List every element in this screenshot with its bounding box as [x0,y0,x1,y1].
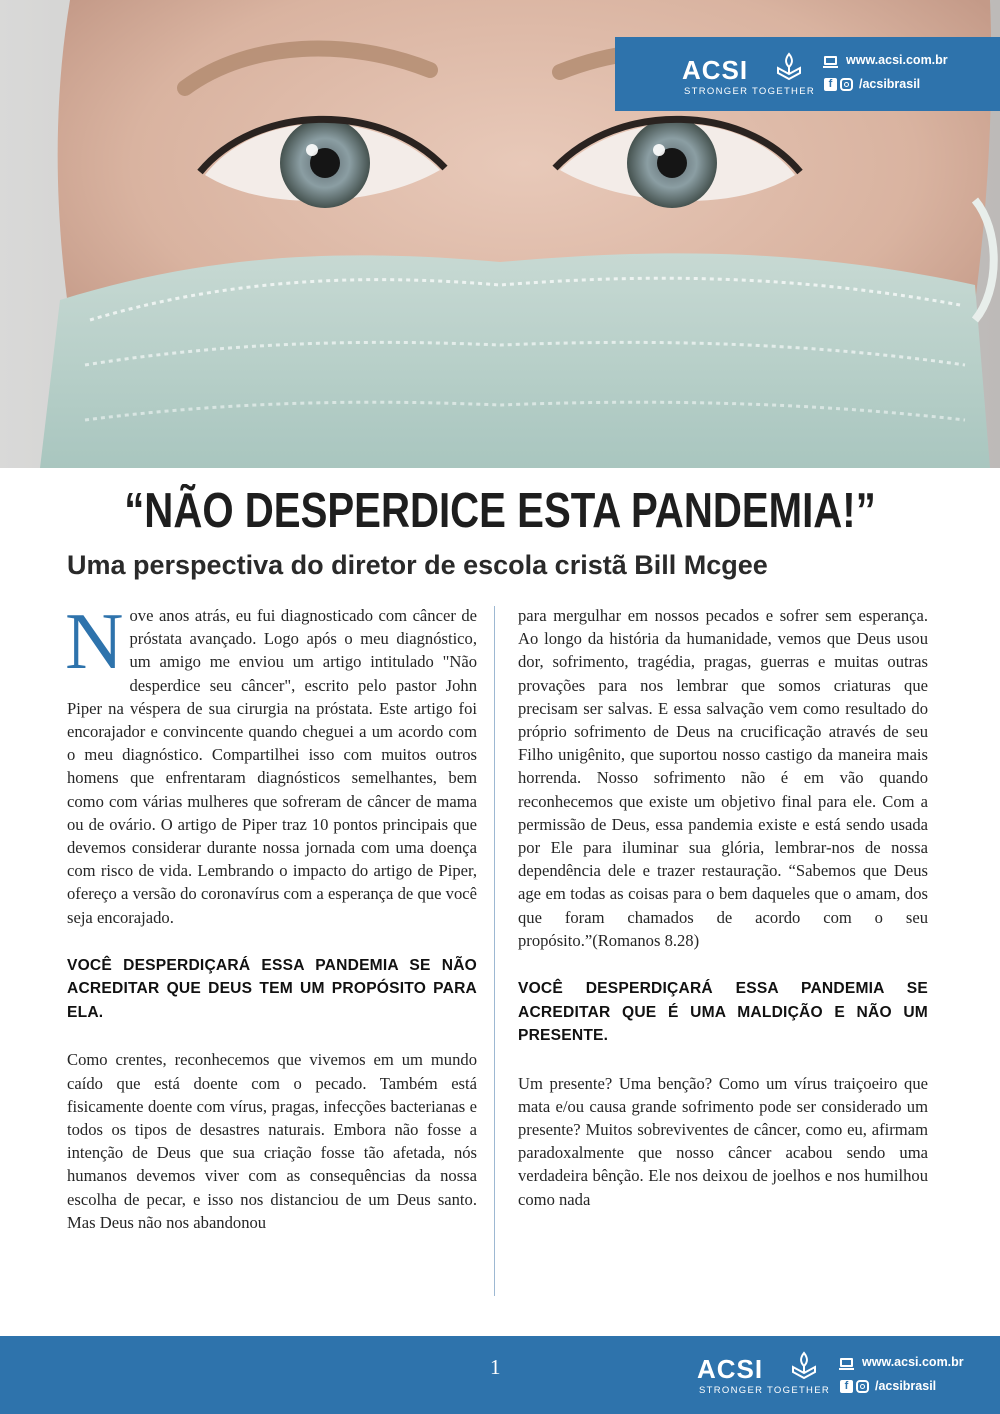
acsi-logo[interactable] [682,55,842,105]
social-handle[interactable]: /acsibrasil [859,77,921,91]
facebook-icon: f [824,78,837,91]
section-paragraph: Um presente? Uma benção? Como um vírus traiçoeiro que mata e/ou causa grande sofrimento pode ser considerado um presente? Muitos sobreviventes de câncer, como eu, afirmam paradoxalmente que nosso câncer acabou sendo uma verdadeira bênção. Ele nos deixou de joelhos e nos humilhou como nada [518,1073,928,1209]
intro-paragraph [65,596,477,929]
header-brand-badge [615,37,1000,111]
footer-bar [0,1336,1000,1414]
contact-info [840,1350,964,1398]
website-link[interactable]: www.acsi.com.br [846,53,948,67]
bible-torch-icon [772,51,806,90]
facebook-icon: f [840,1380,853,1393]
continued-paragraph: para mergulhar em nossos pecados e sofrer sem esperança. Ao longo da história da humanidade, vemos que Deus usou dor, sofrimento, tragédia, pragas, guerras e muitas outras provações para nos lembrar que somos criaturas que precisam ser salvas. E essa salvação vem como resultado do próprio sofrimento de Deus na crucificação através de seu Filho unigênito, que suportou nosso castigo da maneira mais horrenda. Nosso sofrimento não é em vão quando reconhecemos que existe um objetivo final para ele. Com a permissão de Deus, essa pandemia existe e está sendo usada por Ele para iluminar sua glória, lembrar-nos de nossa dependência dele e trazer restauração. “Sabemos que Deus age em todas as coisas para o bem daqueles que o amam, dos que foram chamados de acordo com o seu propósito.”(Romanos 8.28) [518,606,928,950]
bible-torch-icon [787,1350,821,1389]
article-title: “NÃO DESPERDICE ESTA PANDEMIA!” [124,484,876,538]
logo-tagline: STRONGER TOGETHER [684,86,816,97]
social-row[interactable] [840,1374,964,1398]
page-number: 1 [490,1355,501,1379]
drop-cap: N [65,596,124,686]
acsi-logo[interactable] [697,1354,857,1404]
monitor-icon [840,1358,853,1367]
website-row[interactable] [824,48,948,72]
instagram-icon [856,1380,869,1393]
social-row[interactable] [824,72,948,96]
instagram-icon [840,78,853,91]
section-heading: VOCÊ DESPERDIÇARÁ ESSA PANDEMIA SE NÃO ACREDITAR QUE DEUS TEM UM PROPÓSITO PARA ELA. [67,956,477,1021]
logo-tagline: STRONGER TOGETHER [699,1385,831,1396]
section-heading: VOCÊ DESPERDIÇARÁ ESSA PANDEMIA SE ACREDITAR QUE É UMA MALDIÇÃO E NÃO UM PRESENTE. [518,980,928,1045]
logo-wordmark: ACSI [697,1354,764,1384]
logo-wordmark: ACSI [682,55,749,85]
monitor-icon [824,56,837,65]
website-row[interactable] [840,1350,964,1374]
contact-info [824,48,948,96]
article-subtitle: Uma perspectiva do diretor de escola cristã Bill Mcgee [67,550,768,580]
intro-text: ove anos atrás, eu fui diagnosticado com câncer de próstata avançado. Logo após o meu diagnóstico, um amigo me enviou um artigo intitulado "Não desperdice seu câncer", escrito pelo pastor John Piper na véspera de sua cirurgia na próstata. Este artigo foi encorajador e convincente quando cheguei a um acordo com o meu diagnóstico. Compartilhei isso com muitos outros homens que enfrentaram diagnósticos semelhantes, bem como com várias mulheres que sofreram de câncer de mama ou de ovário. O artigo de Piper traz 10 pontos principais que devemos considerar durante nossa jornada com uma doença com risco de vida. Lembrando o impacto do artigo de Piper, ofereço a versão do coronavírus com a esperança de que você seja encorajado. [67,606,477,927]
website-link[interactable]: www.acsi.com.br [862,1355,964,1369]
left-column [65,596,477,1234]
section-paragraph: Como crentes, reconhecemos que vivemos em um mundo caído que está doente com o pecado. Também está fisicamente doente com vírus, pragas, infecções bacterianas e todos os tipos de desastres naturais. Embora não fosse a intenção de Deus que sua criação fosse tão afetada, nós humanos devemos viver com as consequências da nossa escolha de pecar, e isso nos distanciou de um Deus santo. Mas Deus não nos abandonou [67,1050,477,1232]
social-handle[interactable]: /acsibrasil [875,1379,937,1393]
column-divider [494,606,495,1296]
right-column [518,604,928,1211]
